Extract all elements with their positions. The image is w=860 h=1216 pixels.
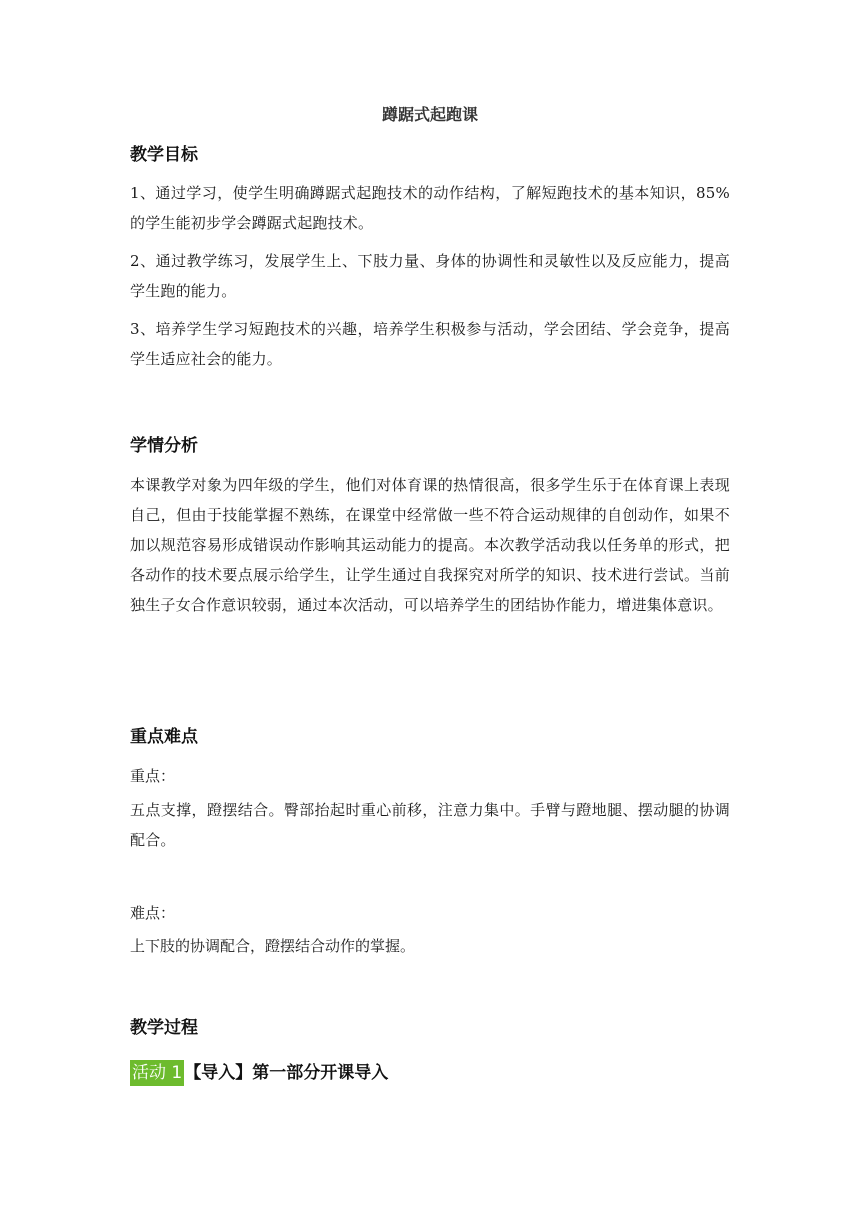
difficulty-text: 上下肢的协调配合，蹬摆结合动作的掌握。 [130,937,416,955]
analysis-paragraph: 本课教学对象为四年级的学生，他们对体育课的热情很高，很多学生乐于在体育课上表现自己，但由于技能掌握不熟练，在课堂中经常做一些不符合运动规律的自创动作，如果不加以规范容易形成错误动作影响其运动能力的提高。本次教学活动我以任务单的形式，把各动作的技术要点展示给学生，让学生通过自我探究对所学的知识、技术进行尝试。当前独生子女合作意识较弱，通过本次活动，可以培养学生的团结协作能力，增进集体意识。 [130,476,730,614]
activity-1 [130,1060,388,1086]
analysis-heading: 学情分析 [130,436,198,456]
key-point-text: 五点支撑，蹬摆结合。臀部抬起时重心前移，注意力集中。手臂与蹬地腿、摆动腿的协调配合。 [130,801,730,849]
objective-item-1: 1、通过学习，使学生明确蹲踞式起跑技术的动作结构，了解短跑技术的基本知识，85%的学生能初步学会蹲踞式起跑技术。 [130,184,730,232]
activity-title: 【导入】第一部分开课导入 [184,1063,389,1083]
key-point-label: 重点： [130,767,176,785]
process-heading: 教学过程 [130,1018,198,1038]
objectives-heading: 教学目标 [130,145,198,165]
objective-item-2: 2、通过教学练习，发展学生上、下肢力量、身体的协调性和灵敏性以及反应能力，提高学生跑的能力。 [130,252,730,300]
difficulty-label: 难点： [130,904,176,922]
document-title: 蹲踞式起跑课 [381,105,478,124]
objective-item-3: 3、培养学生学习短跑技术的兴趣，培养学生积极参与活动，学会团结、学会竞争，提高学生适应社会的能力。 [130,320,730,368]
key-points-heading: 重点难点 [130,727,198,747]
activity-tag: 活动 1 [130,1060,184,1086]
